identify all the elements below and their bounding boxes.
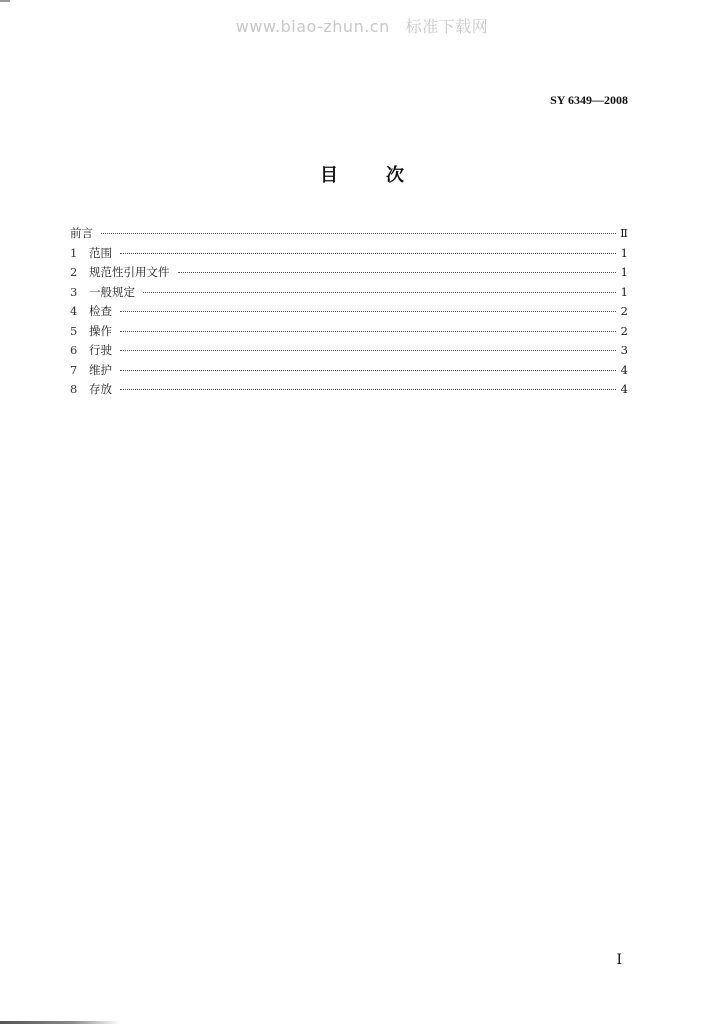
toc-entry-number: 1 [70,245,78,260]
toc-entry[interactable] [70,341,628,361]
toc-leader-dots [120,310,616,312]
toc-entry-label: 一般规定 [89,284,135,299]
toc-entry-number: 5 [70,323,78,338]
toc-entry-number: 3 [70,284,78,299]
toc-entry[interactable] [70,322,628,342]
watermark-site: www.biao-zhun.cn [235,17,390,36]
toc-entry[interactable] [70,302,628,322]
toc-entry[interactable] [70,263,628,283]
toc-entry-page: 1 [620,284,628,299]
page-title-char: 次 [386,165,404,186]
toc-entry-page: 1 [620,245,628,260]
toc-leader-dots [120,330,616,332]
toc-leader-dots [120,369,616,371]
toc-entry-label: 规范性引用文件 [89,265,170,279]
toc-entry-label: 维护 [89,362,112,377]
toc-leader-dots [101,232,616,234]
scan-artifact [0,0,10,2]
toc-entry-page: 3 [620,343,628,357]
document-code: SY 6349—2008 [550,93,628,107]
page-title-char: 目 [320,165,338,186]
page-number: Ⅰ [616,953,622,968]
toc-entry-number: 7 [70,362,78,377]
toc-leader-dots [120,388,616,390]
toc-entry-number: 2 [70,265,78,279]
toc-leader-dots [120,349,616,351]
page-title [0,161,724,187]
toc-entry-label: 检查 [89,304,112,318]
toc-entry-label: 操作 [89,323,112,338]
toc-entry-page: 1 [620,265,628,279]
toc-entry-page: 4 [620,382,628,396]
toc-leader-dots [143,291,616,293]
toc-entry-page: Ⅱ [620,226,628,240]
toc-leader-dots [120,252,616,254]
toc-leader-dots [178,271,617,273]
toc-entry-page: 2 [620,323,628,338]
watermark-name: 标准下载网 [405,17,489,36]
toc-entry[interactable] [70,361,628,381]
toc-entry[interactable] [70,224,628,244]
toc-entry[interactable] [70,283,628,303]
toc-entry-number: 6 [70,343,78,357]
toc-entry-label: 前言 [70,226,93,240]
toc-entry[interactable] [70,380,628,400]
toc-entry-page: 4 [620,362,628,377]
toc-entry-label: 范围 [89,245,112,260]
watermark [0,14,724,37]
table-of-contents [70,224,628,400]
toc-entry-number: 4 [70,304,78,318]
toc-entry-page: 2 [620,304,628,318]
toc-entry[interactable] [70,244,628,264]
toc-entry-number: 8 [70,382,78,396]
toc-entry-label: 存放 [89,382,112,396]
toc-entry-label: 行驶 [89,343,112,357]
